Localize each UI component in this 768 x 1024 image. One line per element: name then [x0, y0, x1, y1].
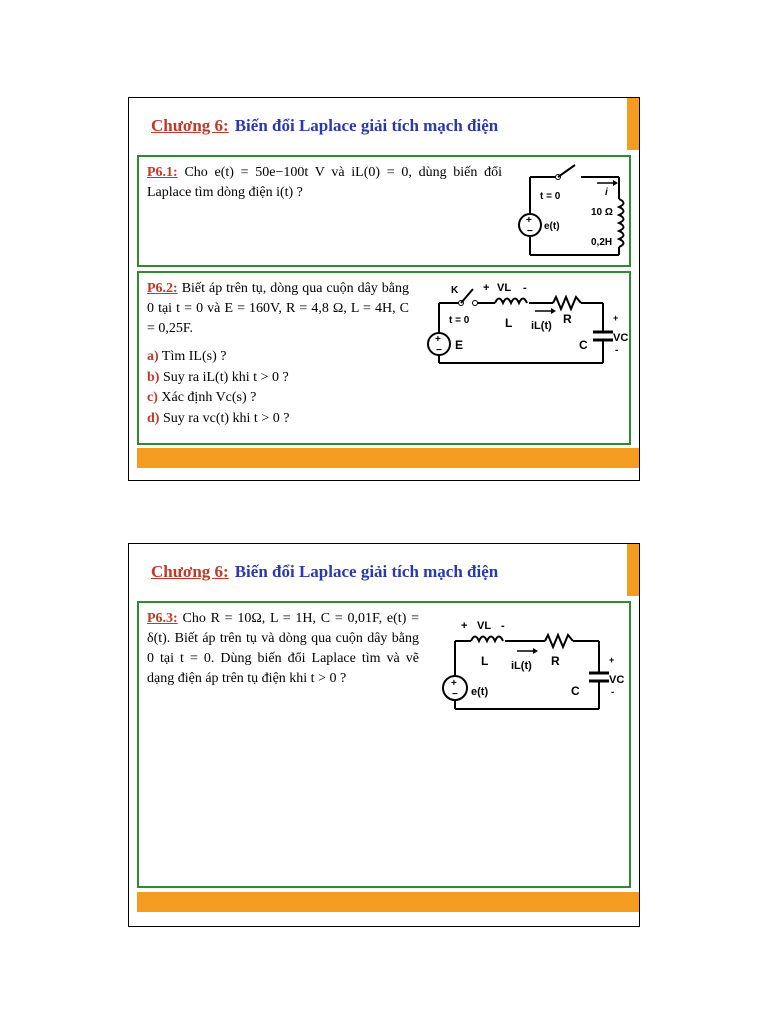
chapter-title: Biến đổi Laplace giải tích mạch điện [234, 116, 499, 135]
switch-time-label: t = 0 [449, 315, 470, 326]
resistor-label: 10 Ω [591, 207, 613, 218]
problem-body: Cho R = 10Ω, L = 1H, C = 0,01F, e(t) = δ(t). Biết áp trên tụ và dòng qua cuộn dây bằng 0 tại t = 0. Dùng biến đổi Laplace tìm và vẽ dạng điện áp trên tụ điện khi t > 0 ? [147, 611, 419, 686]
svg-text:+: + [609, 655, 615, 665]
problem-label: P6.3: [147, 611, 178, 626]
resistor-icon [553, 297, 581, 309]
question-d: d) Suy ra vc(t) khi t > 0 ? [147, 410, 290, 426]
vl-label: VL [477, 620, 492, 632]
problem-6-1-text [147, 163, 502, 203]
vl-plus: + [483, 282, 490, 294]
chapter-label: Chương 6: [151, 562, 229, 581]
circuit-diagram-6-1 [511, 159, 631, 263]
slide-bottom-bar [137, 448, 639, 468]
current-label: iL(t) [531, 320, 552, 332]
capacitor-label: C [579, 338, 588, 352]
svg-text:-: - [611, 687, 615, 698]
slide-title [151, 562, 498, 582]
svg-text:+: + [526, 215, 532, 226]
svg-text:+: + [435, 334, 441, 345]
inductor-label: L [505, 316, 513, 330]
problem-6-3-text [147, 609, 419, 689]
question-list [147, 347, 289, 429]
resistor-icon [545, 635, 573, 647]
circuit-diagram-6-3 [431, 609, 631, 719]
current-label: i [605, 187, 608, 198]
slide-bottom-bar [137, 892, 639, 912]
question-a: a) Tìm IL(s) ? [147, 349, 227, 364]
chapter-label: Chương 6: [151, 116, 229, 135]
problem-body: Biết áp trên tụ, dòng qua cuộn dây bằng 0 tại t = 0 và E = 160V, R = 4,8 Ω, L = 4H, C = 0,25F. [147, 281, 409, 336]
source-label: e(t) [544, 221, 560, 232]
question-b: b) Suy ra iL(t) khi t > 0 ? [147, 369, 289, 385]
source-label: e(t) [471, 686, 489, 698]
svg-text:−: − [527, 226, 533, 237]
inductor-icon [619, 199, 624, 247]
vc-label: VC [609, 674, 625, 686]
current-label: iL(t) [511, 660, 532, 672]
slide-1 [128, 97, 640, 481]
switch-label: K [451, 285, 459, 296]
slide-accent-bar [627, 544, 639, 596]
svg-text:−: − [436, 345, 442, 356]
problem-box-6-2 [137, 271, 631, 445]
problem-label: P6.2: [147, 281, 178, 296]
svg-text:+: + [451, 678, 457, 689]
problem-box-6-1 [137, 155, 631, 267]
problem-6-2-text [147, 279, 409, 339]
inductor-label: 0,2H [591, 237, 613, 248]
slide-accent-bar [627, 98, 639, 150]
svg-text:-: - [615, 345, 619, 356]
slide-title [151, 116, 498, 136]
circuit-diagram-6-2 [419, 277, 629, 369]
vc-label: VC [613, 332, 629, 344]
vl-plus: + [461, 620, 468, 632]
problem-body: Cho e(t) = 50e−100t V và iL(0) = 0, dùng biến đổi Laplace tìm dòng điện i(t) ? [147, 165, 503, 200]
source-label: E [455, 338, 464, 352]
inductor-icon [471, 637, 503, 642]
resistor-label: R [551, 654, 560, 668]
vl-label: VL [497, 282, 512, 294]
vl-minus: - [523, 282, 527, 294]
question-c: c) Xác định Vc(s) ? [147, 390, 257, 405]
capacitor-label: C [571, 684, 580, 698]
slide-2 [128, 543, 640, 927]
svg-text:−: − [452, 689, 458, 700]
inductor-label: L [481, 654, 489, 668]
resistor-label: R [563, 312, 572, 326]
chapter-title: Biến đổi Laplace giải tích mạch điện [234, 562, 499, 581]
problem-label: P6.1: [147, 165, 178, 180]
inductor-icon [495, 299, 527, 304]
switch-time-label: t = 0 [540, 191, 561, 202]
svg-text:+: + [613, 313, 619, 323]
problem-box-6-3 [137, 601, 631, 888]
vl-minus: - [501, 620, 505, 632]
